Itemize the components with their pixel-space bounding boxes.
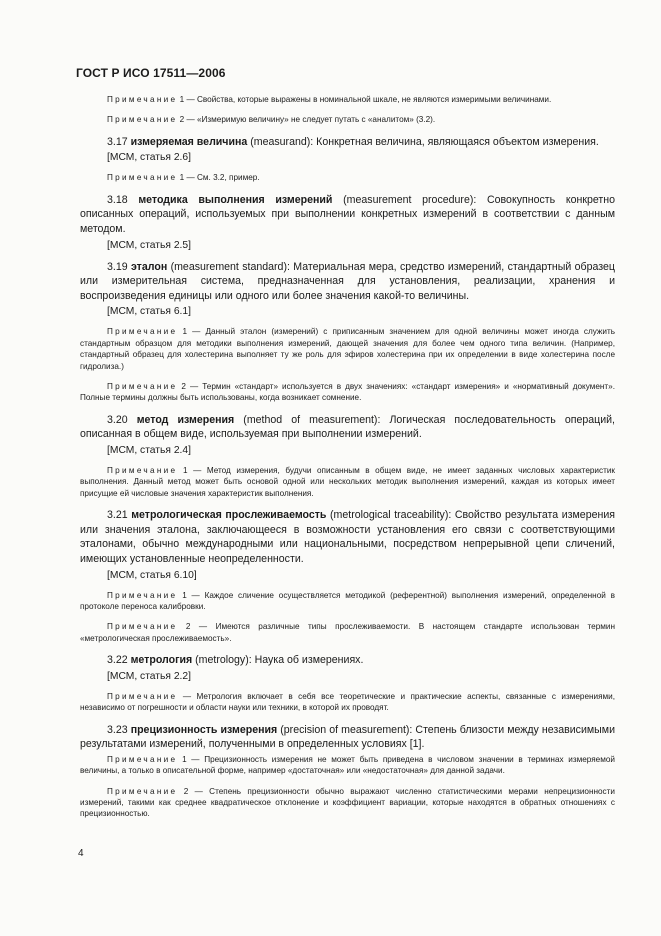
term-definition	[80, 260, 615, 304]
note-label: Примечание	[107, 95, 178, 104]
term-title: методика выполнения измерений	[138, 193, 333, 206]
term-number: 3.18	[107, 193, 128, 206]
source-reference: [МСМ, статья 2.4]	[107, 445, 191, 456]
note-label: Примечание	[107, 754, 178, 764]
source-reference: [МСМ, статья 2.6]	[107, 152, 191, 164]
note-paragraph	[80, 381, 615, 404]
document-body	[80, 94, 615, 829]
term-definition	[80, 135, 615, 150]
source-reference: [МСМ, статья 2.2]	[107, 670, 191, 682]
note-label: Примечание	[107, 382, 178, 391]
note-paragraph	[80, 590, 615, 613]
note-label: Примечание	[107, 327, 178, 337]
term-number: 3.17	[107, 135, 128, 148]
note-number: —	[182, 691, 192, 701]
term-definition	[80, 723, 615, 752]
note-number: 1 —	[182, 754, 200, 764]
note-text: Степень прецизионности обычно выражают численно статистическими мерами непрецизионности измерений, такими как среднее квадратическое отклонение и коэффициент вариации, которые находятся в обратных отношениях с прецизионностью.	[80, 786, 615, 819]
term-definition	[80, 653, 615, 668]
note-text: Метрология включает в себя все теоретические и практические аспекты, связанные с измерениями, независимо от погрешности и области науки или техники, в которой их проводят.	[80, 691, 615, 713]
note-number: 1 —	[179, 173, 195, 183]
term-text: (measurement procedure): Совокупность конкретно описанных операций, используемых при выполнении конкретных измерений в соответствии с данным методом.	[80, 193, 615, 235]
note-label: Примечание	[107, 691, 178, 701]
note-number: 2 —	[183, 786, 203, 796]
note-number: 1 —	[179, 95, 195, 104]
term-number: 3.22	[107, 654, 128, 667]
note-text: Прецизионность измерения не может быть приведена в числовом значении в терминах измеряемой величины, а только в описательной форме, например «достаточная» или «недостаточная» для данной задачи.	[80, 754, 615, 776]
note-number: 2 —	[181, 382, 199, 391]
term-text: (method of measurement): Логическая последовательность операций, описанная в общем виде, используемая при выполнении измерений.	[80, 413, 616, 441]
note-label: Примечание	[107, 173, 178, 183]
note-number: 2 —	[179, 115, 195, 125]
term-number: 3.19	[107, 260, 128, 273]
term-definition	[80, 508, 615, 566]
term-text: (metrology): Наука об измерениях.	[195, 654, 364, 667]
term-number: 3.23	[107, 723, 128, 736]
term-title: метод измерения	[136, 413, 235, 426]
note-text: Свойства, которые выражены в номинальной шкале, не являются измеримыми величинами.	[196, 95, 552, 104]
note-text: См. 3.2, пример.	[196, 173, 260, 183]
term-number: 3.21	[107, 509, 128, 522]
note-text: Метод измерения, будучи описанным в общем виде, не имеет заданных числовых характеристик выполнения. Данный метод может быть основой одной или нескольких методик выполнения измерений, каждая из которых имеет присущие ей числовые значения характеристик выполнения.	[80, 466, 615, 498]
source-reference: [МСМ, статья 6.1]	[107, 306, 191, 318]
note-paragraph	[80, 465, 615, 499]
note-number: 2 —	[185, 622, 208, 632]
note-text: Имеются различные типы прослеживаемости. В настоящем стандарте использован термин «метрологическая прослеживаемость».	[80, 622, 616, 643]
note-paragraph	[80, 172, 615, 183]
term-title: измеряемая величина	[130, 135, 248, 148]
term-text: (measurement standard): Материальная мера, средство измерений, стандартный образец или измерительная система, предназначенная для установления, реализации, хранения и воспроизведения единицы или одного или более значения какой-то величины.	[80, 260, 615, 302]
note-number: 1 —	[182, 327, 201, 337]
term-title: эталон	[130, 260, 168, 273]
term-definition	[80, 413, 615, 442]
term-text: (metrological traceability): Свойство результата измерения или значения эталона, заключающееся в возможности установления его связи с соответствующими эталонами, обычно международными или национальными, посредством непрерывной цепи сличений, имеющих установленные неопределенности.	[80, 509, 615, 565]
note-text: Каждое сличение осуществляется методикой (референтной) выполнения измерений, определенной в протоколе переноса калибровки.	[80, 590, 615, 611]
term-title: прецизионность измерения	[130, 723, 278, 736]
note-paragraph	[80, 621, 615, 644]
source-reference: [МСМ, статья 6.10]	[107, 569, 197, 581]
note-label: Примечание	[107, 622, 178, 632]
note-text: Данный эталон (измерений) с приписанным значением для одной величины может иногда служить стандартным образцом для методики выполнения измерений, дающей значения для более чем одного типа величин. (Например, стандартный образец для холестерина выполняет ту же роль для эфиров холестерина при их определении в виде холестерина после гидролиза.)	[80, 327, 615, 371]
note-paragraph	[80, 754, 615, 777]
document-header: ГОСТ Р ИСО 17511—2006	[76, 66, 226, 80]
note-text: Термин «стандарт» используется в двух значениях: «стандарт измерения» и «нормативный документ». Полные термины должны быть использованы, когда возникает сомнение.	[80, 382, 615, 403]
term-text: (precision of measurement): Степень близости между независимыми результатами измерений, полученными в определенных условиях [1].	[80, 723, 615, 751]
term-definition	[80, 193, 615, 237]
term-text: (measurand): Конкретная величина, являющаяся объектом измерения.	[250, 135, 599, 148]
note-paragraph	[80, 114, 615, 125]
source-reference: [МСМ, статья 2.5]	[107, 239, 191, 251]
note-label: Примечание	[107, 590, 178, 600]
note-text: «Измеримую величину» не следует путать с «аналитом» (3.2).	[196, 115, 436, 125]
note-paragraph	[80, 326, 615, 372]
note-number: 1 —	[182, 590, 200, 600]
note-label: Примечание	[107, 466, 178, 475]
note-label: Примечание	[107, 115, 178, 125]
note-number: 1 —	[182, 466, 202, 475]
term-title: метрологическая прослеживаемость	[131, 509, 327, 522]
term-number: 3.20	[107, 413, 128, 426]
note-paragraph	[80, 786, 615, 820]
term-title: метрология	[130, 654, 193, 667]
note-label: Примечание	[107, 786, 178, 796]
note-paragraph	[80, 691, 615, 714]
note-paragraph	[80, 94, 615, 105]
page-number: 4	[78, 848, 84, 859]
